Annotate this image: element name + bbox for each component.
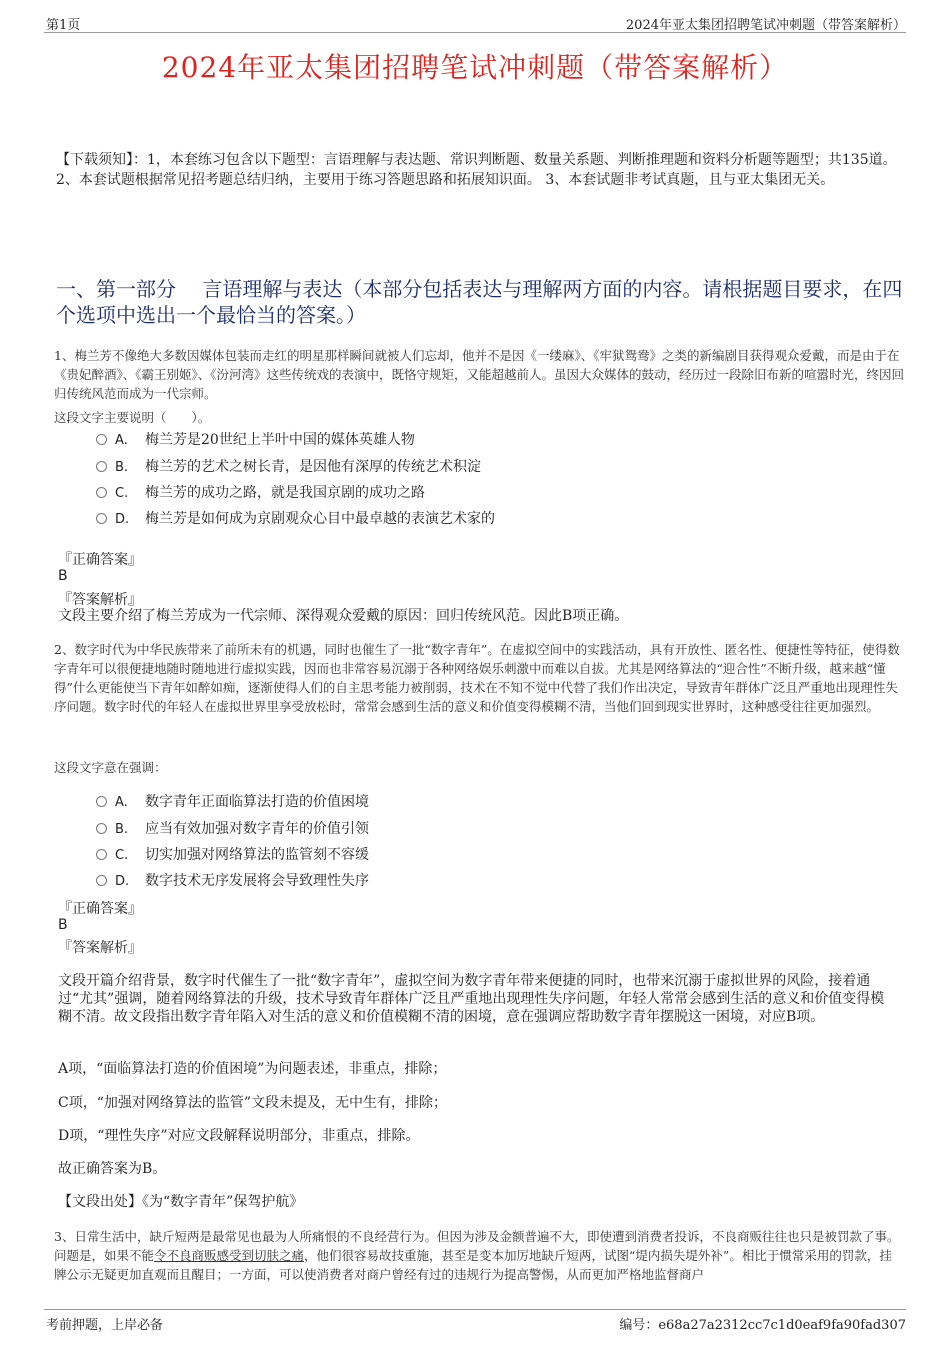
q1-option-d[interactable]: D. 梅兰芳是如何成为京剧观众心目中最卓越的表演艺术家的 <box>96 508 495 528</box>
footer-divider <box>44 1309 906 1310</box>
question-2-stem: 这段文字意在强调： <box>54 760 167 775</box>
q1-answer: B <box>58 568 68 584</box>
download-notice: 【下载须知】：1，本套练习包含以下题型：言语理解与表达题、常识判断题、数量关系题、判断推理题和资料分析题等题型；共135道。 2、本套试题根据常见招考题总结归纳，主要用于练习答题思路和拓展知识面。 3、本套试题非考试真题，且与亚太集团无关。 <box>56 152 897 188</box>
q2-answer: B <box>58 917 68 933</box>
q2-option-b[interactable]: B. 应当有效加强对数字青年的价值引领 <box>96 818 369 838</box>
question-3-text: 3、日常生活中，缺斤短两是最常见也最为人所痛恨的不良经营行为。但因为涉及金额普遍不大，即使遭到消费者投诉，不良商贩往往也只是被罚款了事。问题是，如果不能令不良商贩感受到切肤之痛，他们很容易故技重施，甚至是变本加厉地缺斤短两，试图“堤内损失堤外补”。相比于惯常采用的罚款，挂牌公示无疑更加直观而且醒目；一方面，可以使消费者对商户曾经有过的违规行为提高警惕，从而更加严格地监督商户 <box>54 1229 900 1282</box>
underlined-phrase: 令不良商贩感受到切肤之痛 <box>154 1248 305 1263</box>
document-id: 编号：e68a27a2312cc7c1d0eaf9fa90fad307 <box>619 1318 906 1333</box>
q2-option-a[interactable]: A. 数字青年正面临算法打造的价值困境 <box>96 791 369 811</box>
correct-answer-label: 『正确答案』 <box>58 552 142 568</box>
q2-analysis-c: C项，“加强对网络算法的监管”文段未提及，无中生有，排除； <box>58 1095 448 1111</box>
radio-icon[interactable] <box>96 461 107 472</box>
q2-analysis: 文段开篇介绍背景，数字时代催生了一批“数字青年”，虚拟空间为数字青年带来便捷的同时，也带来沉溺于虚拟世界的风险，接着通过“尤其”强调，随着网络算法的升级，技术导致青年群体广泛且严重地出现理性失序问题，年轻人常常会感到生活的意义和价值变得模糊不清。故文段指出数字青年陷入对生活的意义和价值模糊不清的困境，意在强调应帮助数字青年摆脱这一困境，对应B项。 <box>58 973 885 1025</box>
footer-slogan: 考前押题，上岸必备 <box>46 1318 164 1333</box>
radio-icon[interactable] <box>96 796 107 807</box>
q2-option-c[interactable]: C. 切实加强对网络算法的监管刻不容缓 <box>96 844 369 864</box>
radio-icon[interactable] <box>96 434 107 445</box>
analysis-label: 『答案解析』 <box>58 592 142 608</box>
running-header-title: 2024年亚太集团招聘笔试冲刺题（带答案解析） <box>625 18 906 33</box>
q2-analysis-d: D项，“理性失序”对应文段解释说明部分，非重点，排除。 <box>58 1128 420 1144</box>
q1-analysis: 文段主要介绍了梅兰芳成为一代宗师、深得观众爱戴的原因：回归传统风范。因此B项正确。 <box>58 608 629 624</box>
page-title: 2024年亚太集团招聘笔试冲刺题（带答案解析） <box>161 51 789 84</box>
q2-analysis-a: A项，“面临算法打造的价值困境”为问题表述，非重点，排除； <box>58 1061 447 1077</box>
q1-option-a[interactable]: A. 梅兰芳是20世纪上半叶中国的媒体英雄人物 <box>96 429 415 449</box>
header-divider <box>44 32 906 33</box>
section-heading: 一、第一部分 言语理解与表达（本部分包括表达与理解两方面的内容。请根据题目要求，在四个选项中选出一个最恰当的答案。） <box>56 277 903 327</box>
q1-option-c[interactable]: C. 梅兰芳的成功之路，就是我国京剧的成功之路 <box>96 482 425 502</box>
radio-icon[interactable] <box>96 487 107 498</box>
page-number: 第1页 <box>46 18 81 33</box>
question-1-text: 1、梅兰芳不像绝大多数因媒体包装而走红的明星那样瞬间就被人们忘却，他并不是因《一缕麻》、《牢狱鸳鸯》之类的新编剧目获得观众爱戴，而是由于在《贵妃醉酒》、《霸王别姬》、《汾河湾》这些传统戏的表演中，既恪守规矩，又能超越前人。虽因大众媒体的鼓动，经历过一段除旧布新的喧嚣时光，终因回归传统风范而成为一代宗师。 <box>54 348 905 401</box>
analysis-label: 『答案解析』 <box>58 940 142 956</box>
q1-option-b[interactable]: B. 梅兰芳的艺术之树长青，是因他有深厚的传统艺术积淀 <box>96 456 481 476</box>
q2-option-d[interactable]: D. 数字技术无序发展将会导致理性失序 <box>96 870 369 890</box>
q2-source: 【文段出处】《为“数字青年”保驾护航》 <box>58 1194 304 1210</box>
radio-icon[interactable] <box>96 875 107 886</box>
q2-conclusion: 故正确答案为B。 <box>58 1161 167 1177</box>
radio-icon[interactable] <box>96 823 107 834</box>
radio-icon[interactable] <box>96 513 107 524</box>
question-2-text: 2、数字时代为中华民族带来了前所未有的机遇，同时也催生了一批“数字青年”。在虚拟空间中的实践活动，具有开放性、匿名性、便捷性等特征，使得数字青年可以很便捷地随时随地进行虚拟实践，因而也非常容易沉溺于各种网络娱乐刺激中而难以自拔。尤其是网络算法的“迎合性”不断升级，越来越“懂得”什么更能使当下青年如醉如痴，逐渐使得人们的自主思考能力被削弱，技术在不知不觉中代替了我们作出决定，导致青年群体广泛且严重地出现理性失序问题。数字时代的年轻人在虚拟世界里享受放松时，常常会感到生活的意义和价值变得模糊不清，当他们回到现实世界时，这种感受往往更加强烈。 <box>54 642 900 714</box>
radio-icon[interactable] <box>96 849 107 860</box>
question-1-stem: 这段文字主要说明（ ）。 <box>54 410 211 425</box>
correct-answer-label: 『正确答案』 <box>58 901 142 917</box>
